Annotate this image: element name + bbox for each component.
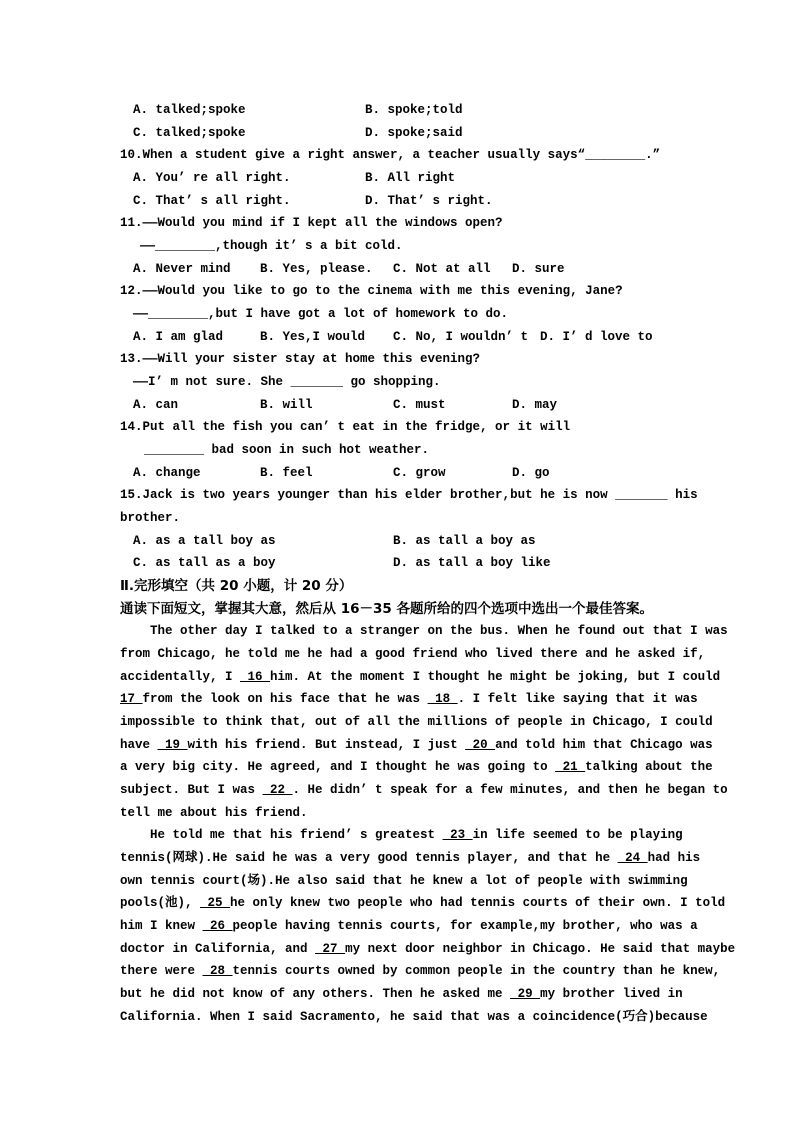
blank-21: 21 (555, 760, 586, 774)
blank-23: 23 (442, 828, 473, 842)
q13-option-c: C. must (393, 398, 446, 412)
passage-line: from Chicago, he told me he had a good friend who lived there and he asked if, (120, 647, 706, 661)
q14-option-d: D. go (512, 466, 550, 480)
q11-reply: ——________,though it’ s a bit cold. (140, 239, 403, 253)
blank-25: 25 (200, 896, 231, 910)
blank-29: 29 (510, 987, 541, 1001)
blank-20: 20 (465, 738, 496, 752)
q12-stem: 12.——Would you like to go to the cinema with me this evening, Jane? (120, 284, 623, 298)
q11-option-b: B. Yes, please. (260, 262, 373, 276)
q11-stem: 11.——Would you mind if I kept all the windows open? (120, 216, 503, 230)
q9-option-a: A. talked;spoke (133, 103, 246, 117)
q15-option-d: D. as tall a boy like (393, 556, 551, 570)
q12-option-d: D. I’ d love to (540, 330, 653, 344)
q14-option-b: B. feel (260, 466, 313, 480)
passage-line: pools(池), 25 he only knew two people who had tennis courts of their own. I told (120, 896, 726, 910)
q15-option-b: B. as tall a boy as (393, 534, 536, 548)
passage-line: doctor in California, and 27 my next door neighbor in Chicago. He said that maybe (120, 942, 736, 956)
q14-stem-continued: ________ bad soon in such hot weather. (144, 443, 430, 457)
q11-option-a: A. Never mind (133, 262, 231, 276)
q13-reply: ——I’ m not sure. She _______ go shopping. (133, 375, 441, 389)
passage-line: impossible to think that, out of all the millions of people in Chicago, I could (120, 715, 713, 729)
q12-reply: ——________,but I have got a lot of homework to do. (133, 307, 509, 321)
q13-stem: 13.——Will your sister stay at home this evening? (120, 352, 481, 366)
q9-option-d: D. spoke;said (365, 126, 463, 140)
section-title: Ⅱ.完形填空（共 20 小题，计 20 分） (120, 578, 353, 594)
blank-26: 26 (202, 919, 233, 933)
q12-option-c: C. No, I wouldn’ t (393, 330, 529, 344)
q13-option-b: B. will (260, 398, 313, 412)
q13-option-d: D. may (512, 398, 558, 412)
passage-line: accidentally, I 16 him. At the moment I thought he might be joking, but I could (120, 670, 721, 684)
q12-option-a: A. I am glad (133, 330, 224, 344)
q10-option-a: A. You’ re all right. (133, 171, 291, 185)
q12-option-b: B. Yes,I would (260, 330, 366, 344)
q10-option-c: C. That’ s all right. (133, 194, 291, 208)
passage-line: a very big city. He agreed, and I thought he was going to 21 talking about the (120, 760, 713, 774)
passage-line: but he did not know of any others. Then he asked me 29 my brother lived in (120, 987, 683, 1001)
q14-stem: 14.Put all the fish you can’ t eat in the fridge, or it will (120, 420, 571, 434)
q14-option-c: C. grow (393, 466, 446, 480)
blank-19: 19 (157, 738, 188, 752)
blank-24: 24 (617, 851, 648, 865)
blank-22: 22 (262, 783, 293, 797)
q9-option-c: C. talked;spoke (133, 126, 246, 140)
q11-option-c: C. Not at all (393, 262, 491, 276)
blank-17: 17 (120, 692, 143, 706)
passage-line: He told me that his friend’ s greatest 23 in life seemed to be playing (120, 828, 683, 842)
section-instruction: 通读下面短文，掌握其大意，然后从 16－35 各题所给的四个选项中选出一个最佳答案。 (120, 601, 653, 617)
passage-line: tell me about his friend. (120, 806, 308, 820)
passage-line: California. When I said Sacramento, he said that was a coincidence(巧合)because (120, 1010, 708, 1024)
q15-option-a: A. as a tall boy as (133, 534, 276, 548)
q15-stem: 15.Jack is two years younger than his elder brother,but he is now _______ his (120, 488, 698, 502)
q15-stem-continued: brother. (120, 511, 181, 525)
q10-option-d: D. That’ s right. (365, 194, 493, 208)
q13-option-a: A. can (133, 398, 179, 412)
q10-option-b: B. All right (365, 171, 456, 185)
q14-option-a: A. change (133, 466, 201, 480)
passage-line: tennis(网球).He said he was a very good tennis player, and that he 24 had his (120, 851, 701, 865)
q11-option-d: D. sure (512, 262, 565, 276)
q15-option-c: C. as tall as a boy (133, 556, 276, 570)
blank-18: 18 (427, 692, 458, 706)
passage-line: there were 28 tennis courts owned by common people in the country than he knew, (120, 964, 721, 978)
blank-28: 28 (202, 964, 233, 978)
passage-line: 17 from the look on his face that he was 18 . I felt like saying that it was (120, 692, 698, 706)
passage-line: have 19 with his friend. But instead, I just 20 and told him that Chicago was (120, 738, 713, 752)
passage-line: him I knew 26 people having tennis courts, for example,my brother, who was a (120, 919, 698, 933)
passage-line: subject. But I was 22 . He didn’ t speak for a few minutes, and then he began to (120, 783, 728, 797)
q9-option-b: B. spoke;told (365, 103, 463, 117)
blank-27: 27 (315, 942, 346, 956)
blank-16: 16 (240, 670, 271, 684)
passage-line: own tennis court(场).He also said that he knew a lot of people with swimming (120, 874, 688, 888)
passage-line: The other day I talked to a stranger on the bus. When he found out that I was (120, 624, 728, 638)
q10-stem: 10.When a student give a right answer, a teacher usually says“________.” (120, 148, 661, 162)
